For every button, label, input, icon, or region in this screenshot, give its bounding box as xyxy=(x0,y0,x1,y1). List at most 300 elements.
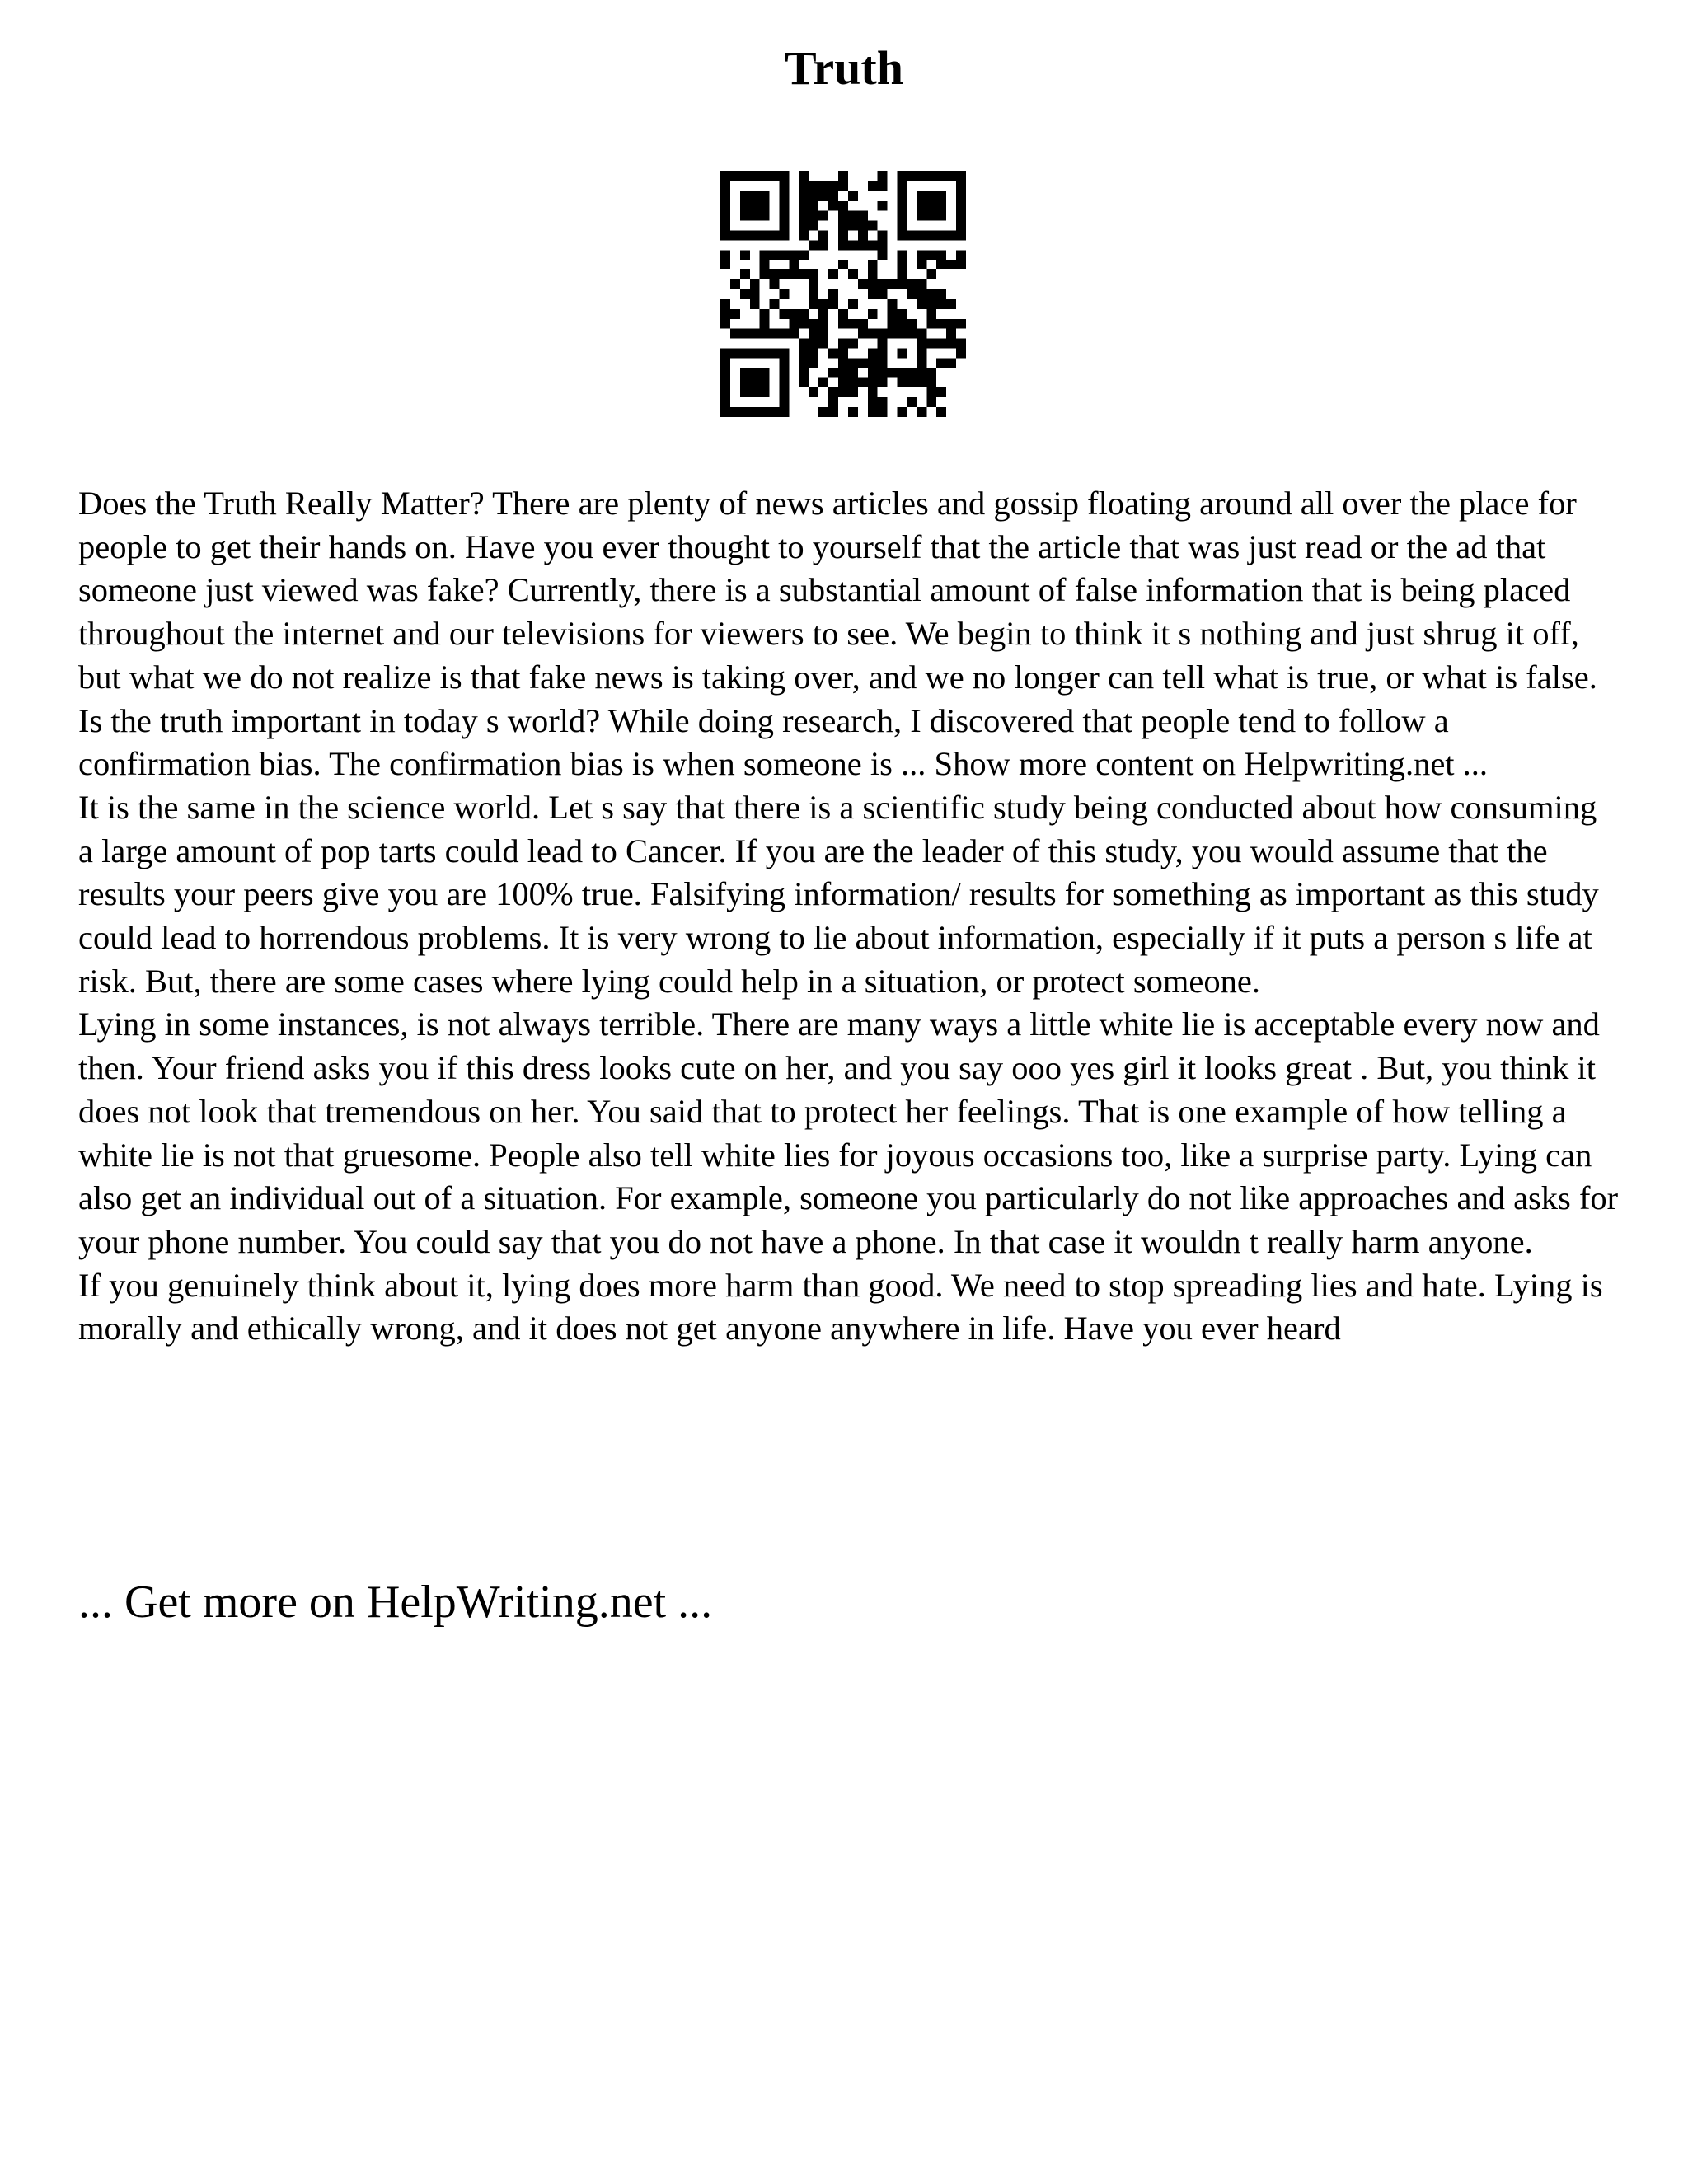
qr-module xyxy=(917,260,926,269)
qr-module xyxy=(818,407,828,417)
qr-module xyxy=(770,349,780,359)
qr-module xyxy=(917,368,926,377)
qr-module xyxy=(838,368,848,377)
qr-module xyxy=(898,260,907,269)
qr-module xyxy=(750,211,760,221)
qr-module xyxy=(750,191,760,201)
qr-module xyxy=(789,269,799,279)
qr-module xyxy=(780,269,790,279)
qr-module xyxy=(740,289,750,299)
qr-module xyxy=(917,201,926,211)
qr-module xyxy=(956,221,966,231)
qr-module xyxy=(898,231,907,241)
qr-module xyxy=(799,201,809,211)
qr-module xyxy=(858,377,868,387)
qr-module xyxy=(720,358,730,368)
qr-module xyxy=(878,250,888,260)
qr-module xyxy=(917,211,926,221)
qr-module xyxy=(720,299,730,309)
page-title: Truth xyxy=(785,41,903,95)
qr-module xyxy=(720,250,730,260)
qr-module xyxy=(926,269,936,279)
qr-module xyxy=(740,201,750,211)
qr-code-icon[interactable] xyxy=(720,171,966,417)
qr-module xyxy=(956,191,966,201)
qr-module xyxy=(878,397,888,407)
qr-module xyxy=(917,191,926,201)
qr-module xyxy=(898,279,907,289)
qr-module xyxy=(956,260,966,269)
qr-module xyxy=(917,279,926,289)
qr-module xyxy=(907,231,917,241)
qr-module xyxy=(838,358,848,368)
qr-module xyxy=(868,240,878,250)
qr-module xyxy=(868,260,878,269)
qr-module xyxy=(780,221,790,231)
qr-module xyxy=(720,221,730,231)
qr-module xyxy=(828,269,838,279)
qr-module xyxy=(828,407,838,417)
qr-module xyxy=(868,377,878,387)
qr-module xyxy=(956,201,966,211)
qr-module xyxy=(926,289,936,299)
qr-module xyxy=(760,407,770,417)
qr-module xyxy=(740,329,750,339)
qr-module xyxy=(720,191,730,201)
qr-module xyxy=(780,231,790,241)
qr-module xyxy=(838,349,848,359)
qr-module xyxy=(809,299,818,309)
qr-module xyxy=(926,171,936,181)
qr-module xyxy=(917,339,926,349)
qr-module xyxy=(809,339,818,349)
qr-module xyxy=(956,349,966,359)
qr-module xyxy=(868,387,878,397)
qr-module xyxy=(907,289,917,299)
qr-module xyxy=(720,201,730,211)
qr-module xyxy=(898,309,907,319)
article-paragraph: If you genuinely think about it, lying does more harm than good. We need to stop spreading lies and hate. Lying is morally and ethically wrong, and it does not get anyone anywhere in life. Have you ever heard xyxy=(78,1266,1603,1347)
qr-module xyxy=(888,309,898,319)
qr-module xyxy=(828,299,838,309)
qr-module xyxy=(878,171,888,181)
qr-module xyxy=(956,171,966,181)
qr-module xyxy=(828,181,838,191)
qr-module xyxy=(780,349,790,359)
qr-module xyxy=(789,260,799,269)
qr-module xyxy=(720,349,730,359)
qr-module xyxy=(848,368,858,377)
qr-module xyxy=(770,329,780,339)
qr-module xyxy=(760,231,770,241)
qr-module xyxy=(888,329,898,339)
qr-module xyxy=(799,250,809,260)
qr-module xyxy=(946,329,956,339)
qr-module xyxy=(868,397,878,407)
qr-module xyxy=(936,250,946,260)
qr-module xyxy=(936,191,946,201)
qr-module xyxy=(946,358,956,368)
qr-module xyxy=(917,358,926,368)
qr-module xyxy=(936,289,946,299)
qr-module xyxy=(809,191,818,201)
qr-module xyxy=(848,221,858,231)
qr-module xyxy=(878,368,888,377)
article-paragraph: Does the Truth Really Matter? There are plenty of news articles and gossip floating around all over the place for people to get their hands on. Have you ever thought to yourself that the article that was just read or the ad that someone just viewed was fake? Currently, there is a substantial amount of false information that is being placed throughout the internet and our televisions for viewers to see. We begin to think it s nothing and just shrug it off, but what we do not realize is that fake news is taking over, and we no longer can tell what is true, or what is false. Is the truth important in today s world? While doing research, I discovered that people tend to follow a confirmation bias. The confirmation bias is when someone is ... Show more content on Helpwriting.net ... xyxy=(78,485,1597,783)
qr-module xyxy=(809,201,818,211)
qr-module xyxy=(898,329,907,339)
qr-module xyxy=(917,231,926,241)
qr-module xyxy=(888,368,898,377)
qr-module xyxy=(838,387,848,397)
qr-module xyxy=(720,181,730,191)
qr-module xyxy=(740,231,750,241)
qr-module xyxy=(770,279,780,289)
qr-module xyxy=(740,211,750,221)
qr-module xyxy=(936,299,946,309)
qr-module xyxy=(730,279,740,289)
qr-module xyxy=(828,397,838,407)
qr-module xyxy=(730,231,740,241)
qr-module xyxy=(926,397,936,407)
qr-module xyxy=(828,349,838,359)
qr-module xyxy=(780,377,790,387)
qr-module xyxy=(936,319,946,329)
qr-module xyxy=(799,231,809,241)
qr-module xyxy=(789,250,799,260)
qr-module xyxy=(926,387,936,397)
qr-module xyxy=(838,231,848,241)
qr-module xyxy=(838,240,848,250)
qr-module xyxy=(818,191,828,201)
get-more-link[interactable]: ... Get more on HelpWriting.net ... xyxy=(78,1577,713,1628)
qr-module xyxy=(828,191,838,201)
qr-module xyxy=(720,171,730,181)
article-paragraph: Lying in some instances, is not always terrible. There are many ways a little white lie is acceptable every now and then. Your friend asks you if this dress looks cute on her, and you say ooo yes girl it looks great . But, you think it does not look that tremendous on her. You said that to protect her feelings. That is one example of how telling a white lie is not that gruesome. People also tell white lies for joyous occasions too, like a surprise party. Lying can also get an individual out of a situation. For example, someone you particularly do not like approaches and asks for your phone number. You could say that you do not have a phone. In that case it wouldn t really harm anyone. xyxy=(78,1005,1619,1260)
qr-module xyxy=(720,387,730,397)
qr-module xyxy=(917,289,926,299)
qr-module xyxy=(858,358,868,368)
qr-module xyxy=(848,319,858,329)
qr-module xyxy=(780,358,790,368)
qr-module xyxy=(809,319,818,329)
qr-module xyxy=(818,231,828,241)
qr-module xyxy=(780,368,790,377)
qr-module xyxy=(917,349,926,359)
qr-module xyxy=(936,211,946,221)
qr-module xyxy=(898,201,907,211)
qr-module xyxy=(888,319,898,329)
qr-module xyxy=(740,407,750,417)
qr-module xyxy=(730,329,740,339)
qr-module xyxy=(740,191,750,201)
qr-module xyxy=(926,319,936,329)
qr-module xyxy=(818,211,828,221)
qr-module xyxy=(750,289,760,299)
qr-module xyxy=(858,211,868,221)
qr-module xyxy=(780,171,790,181)
qr-module xyxy=(898,407,907,417)
qr-module xyxy=(848,387,858,397)
qr-module xyxy=(868,269,878,279)
qr-module xyxy=(780,397,790,407)
qr-module xyxy=(770,407,780,417)
qr-module xyxy=(750,299,760,309)
qr-code-graphic xyxy=(720,171,966,417)
qr-module xyxy=(809,269,818,279)
qr-module xyxy=(858,240,868,250)
qr-module xyxy=(907,171,917,181)
qr-module xyxy=(878,407,888,417)
qr-module xyxy=(838,181,848,191)
qr-module xyxy=(799,339,809,349)
qr-module xyxy=(888,299,898,309)
qr-module xyxy=(720,319,730,329)
qr-module xyxy=(799,181,809,191)
qr-module xyxy=(780,387,790,397)
qr-module xyxy=(907,329,917,339)
qr-module xyxy=(917,329,926,339)
qr-module xyxy=(780,211,790,221)
qr-module xyxy=(946,171,956,181)
qr-module xyxy=(917,250,926,260)
qr-module xyxy=(946,319,956,329)
qr-module xyxy=(898,191,907,201)
qr-module xyxy=(926,231,936,241)
qr-module xyxy=(780,309,790,319)
qr-module xyxy=(907,368,917,377)
qr-module xyxy=(926,191,936,201)
qr-module xyxy=(946,339,956,349)
qr-module xyxy=(828,289,838,299)
qr-module xyxy=(868,309,878,319)
qr-module xyxy=(809,358,818,368)
qr-module xyxy=(740,387,750,397)
qr-module xyxy=(878,181,888,191)
qr-module xyxy=(780,407,790,417)
qr-module xyxy=(750,368,760,377)
qr-module xyxy=(818,319,828,329)
qr-module xyxy=(780,289,790,299)
qr-module xyxy=(956,211,966,221)
qr-module xyxy=(848,191,858,201)
qr-module xyxy=(878,358,888,368)
qr-module xyxy=(898,377,907,387)
qr-module xyxy=(936,260,946,269)
qr-module xyxy=(760,368,770,377)
qr-module xyxy=(760,377,770,387)
qr-module xyxy=(868,358,878,368)
qr-module xyxy=(956,319,966,329)
qr-module xyxy=(858,221,868,231)
qr-module xyxy=(789,319,799,329)
qr-module xyxy=(799,349,809,359)
qr-module xyxy=(898,349,907,359)
qr-module xyxy=(740,269,750,279)
qr-module xyxy=(848,269,858,279)
qr-module xyxy=(878,339,888,349)
qr-module xyxy=(750,329,760,339)
qr-module xyxy=(936,407,946,417)
qr-module xyxy=(838,377,848,387)
qr-module xyxy=(926,339,936,349)
qr-module xyxy=(936,201,946,211)
qr-module xyxy=(828,201,838,211)
qr-module xyxy=(740,250,750,260)
qr-module xyxy=(868,407,878,417)
qr-module xyxy=(720,397,730,407)
qr-module xyxy=(818,240,828,250)
qr-module xyxy=(956,181,966,191)
qr-module xyxy=(926,201,936,211)
article-paragraph: It is the same in the science world. Let s say that there is a scientific study being conducted about how consuming a large amount of pop tarts could lead to Cancer. If you are the leader of this study, you would assume that the results your peers give you are 100% true. Falsifying information/ results for something as important as this study could lead to horrendous problems. It is very wrong to lie about information, especially if it puts a person s life at risk. But, there are some cases where lying could help in a situation, or protect someone. xyxy=(78,788,1599,1000)
qr-module xyxy=(809,387,818,397)
qr-module xyxy=(936,358,946,368)
qr-module xyxy=(868,221,878,231)
qr-module xyxy=(750,377,760,387)
qr-module xyxy=(848,377,858,387)
qr-module xyxy=(868,279,878,289)
qr-module xyxy=(818,329,828,339)
qr-module xyxy=(848,407,858,417)
qr-module xyxy=(770,299,780,309)
qr-module xyxy=(946,299,956,309)
qr-module xyxy=(926,309,936,319)
article-body xyxy=(78,482,1620,1351)
qr-module xyxy=(907,377,917,387)
qr-module xyxy=(818,339,828,349)
qr-module xyxy=(760,171,770,181)
qr-module xyxy=(720,368,730,377)
qr-module xyxy=(878,279,888,289)
qr-module xyxy=(878,349,888,359)
qr-module xyxy=(878,289,888,299)
qr-module xyxy=(926,250,936,260)
qr-module xyxy=(740,171,750,181)
qr-module xyxy=(750,171,760,181)
qr-module xyxy=(720,309,730,319)
qr-module xyxy=(838,211,848,221)
qr-module xyxy=(898,319,907,329)
qr-module xyxy=(760,250,770,260)
qr-module xyxy=(868,368,878,377)
qr-module xyxy=(818,309,828,319)
qr-module xyxy=(760,269,770,279)
qr-module xyxy=(750,387,760,397)
qr-module xyxy=(780,201,790,211)
qr-module xyxy=(770,231,780,241)
qr-module xyxy=(760,349,770,359)
qr-module xyxy=(760,387,770,397)
qr-module xyxy=(818,299,828,309)
qr-module xyxy=(898,250,907,260)
qr-module xyxy=(926,368,936,377)
qr-module xyxy=(838,309,848,319)
qr-module xyxy=(799,221,809,231)
qr-module xyxy=(868,349,878,359)
qr-module xyxy=(858,329,868,339)
qr-module xyxy=(838,260,848,269)
qr-module xyxy=(838,319,848,329)
qr-module xyxy=(917,171,926,181)
qr-module xyxy=(760,260,770,269)
qr-module xyxy=(907,279,917,289)
qr-module xyxy=(868,329,878,339)
qr-module xyxy=(760,329,770,339)
qr-module xyxy=(799,211,809,221)
qr-module xyxy=(878,231,888,241)
qr-module xyxy=(740,349,750,359)
qr-module xyxy=(809,329,818,339)
qr-module xyxy=(730,349,740,359)
qr-module xyxy=(907,319,917,329)
qr-module xyxy=(917,377,926,387)
qr-module xyxy=(760,211,770,221)
qr-module xyxy=(926,377,936,387)
qr-module xyxy=(770,269,780,279)
qr-module xyxy=(838,339,848,349)
qr-module xyxy=(838,171,848,181)
qr-module xyxy=(720,231,730,241)
qr-module xyxy=(730,309,740,319)
qr-module xyxy=(818,377,828,387)
qr-module xyxy=(848,299,858,309)
qr-module xyxy=(848,339,858,349)
qr-module xyxy=(799,171,809,181)
qr-module xyxy=(760,201,770,211)
qr-module xyxy=(868,181,878,191)
qr-module xyxy=(730,171,740,181)
qr-module xyxy=(858,231,868,241)
qr-module xyxy=(799,377,809,387)
qr-module xyxy=(760,319,770,329)
qr-module xyxy=(818,181,828,191)
qr-module xyxy=(770,171,780,181)
qr-module xyxy=(799,319,809,329)
qr-module xyxy=(760,191,770,201)
qr-module xyxy=(780,191,790,201)
qr-module xyxy=(898,269,907,279)
qr-module xyxy=(770,250,780,260)
qr-module xyxy=(888,279,898,289)
qr-module xyxy=(926,299,936,309)
qr-module xyxy=(789,309,799,319)
qr-module xyxy=(936,231,946,241)
qr-module xyxy=(956,339,966,349)
qr-module xyxy=(740,377,750,387)
qr-module xyxy=(878,201,888,211)
qr-module xyxy=(936,387,946,397)
qr-module xyxy=(809,240,818,250)
qr-module xyxy=(858,279,868,289)
qr-module xyxy=(780,250,790,260)
qr-module xyxy=(907,397,917,407)
qr-module xyxy=(878,240,888,250)
qr-module xyxy=(917,299,926,309)
qr-module xyxy=(750,407,760,417)
qr-module xyxy=(750,349,760,359)
qr-module xyxy=(936,171,946,181)
qr-module xyxy=(799,269,809,279)
qr-module xyxy=(946,260,956,269)
qr-module xyxy=(848,358,858,368)
qr-module xyxy=(809,349,818,359)
qr-module xyxy=(720,260,730,269)
qr-module xyxy=(926,211,936,221)
qr-module xyxy=(799,358,809,368)
qr-module xyxy=(898,171,907,181)
qr-module xyxy=(799,368,809,377)
